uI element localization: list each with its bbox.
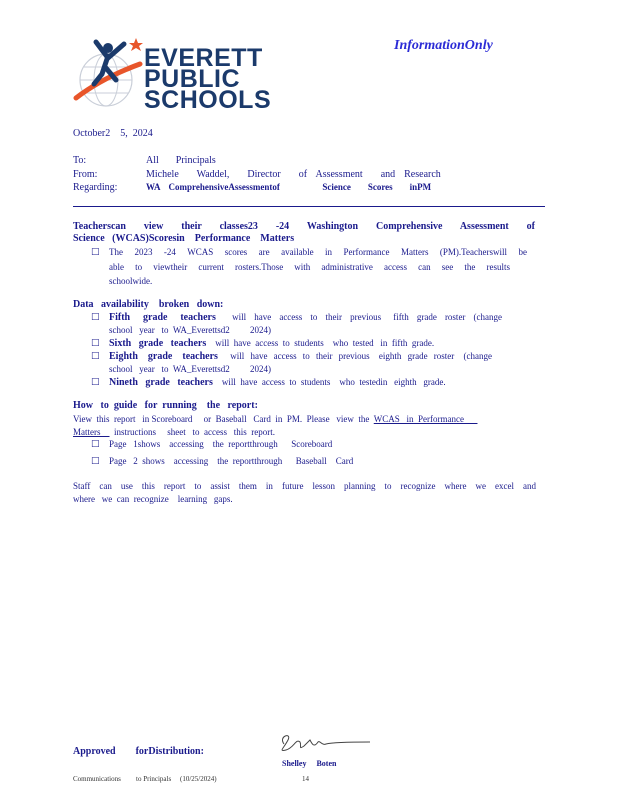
section3-bullet-1: Page 1shows accessing the reportthrough Scoreboard <box>109 439 333 449</box>
from-value: Michele Waddel, Director of Assessment and Research <box>146 169 441 180</box>
section2-heading: Data availability broken down: <box>73 299 224 310</box>
section2-item-3-line2: school year to WA_Everettsd2 2024) <box>109 364 272 374</box>
logo-emblem-icon <box>72 34 144 112</box>
item-3-rest: will have access to their previous eighth grade roster (change <box>230 351 492 361</box>
information-only-label: InformationOnly <box>394 38 493 53</box>
item-1-rest: will have access to their previous fifth grade roster (change <box>232 312 503 322</box>
bullet-icon: □ <box>91 456 100 466</box>
section3-line2-text: instructions sheet to access this report. <box>114 427 275 437</box>
section2-item-3 <box>109 351 492 362</box>
signature-icon <box>274 730 374 756</box>
section1-heading-line1: Teacherscan view their classes23 -24 Washington Comprehensive Assessment of <box>73 221 535 232</box>
section3-bullet-2: Page 2 shows accessing the reportthrough Baseball Card <box>109 456 354 466</box>
signer-name: Shelley Boten <box>282 759 337 768</box>
logo-line-1: EVERETT <box>144 44 263 72</box>
logo-line-2: PUBLIC <box>144 65 241 93</box>
item-2-rest: will have access to students who tested in fifth grade. <box>215 338 435 348</box>
closing-line1: Staff can use this report to assist them in future lesson planning to recognize where we excel and <box>73 481 536 491</box>
to-value: All Principals <box>146 155 216 166</box>
bullet-icon: □ <box>91 377 100 387</box>
bullet-icon: □ <box>91 338 100 348</box>
section3-line1-text: View this report in Scoreboard or Baseball Card in PM. Please view the <box>73 414 370 424</box>
item-2-bold: Sixth grade teachers <box>109 338 207 349</box>
section2-item-1-line2: school year to WA_Everettsd2 2024) <box>109 325 272 335</box>
section2-item-4 <box>109 377 446 388</box>
section1-bullet-line3: schoolwide. <box>109 276 153 286</box>
section1-bullet-line2: able to viewtheir current rosters.Those with administrative access can see the results <box>109 262 510 272</box>
memo-date: October2 5, 2024 <box>73 128 153 139</box>
section3-line2 <box>73 426 275 438</box>
bullet-icon: □ <box>91 439 100 449</box>
item-1-bold: Fifth grade teachers <box>109 312 216 323</box>
regarding-value: WA ComprehensiveAssessmentof Science Scores inPM <box>146 182 432 192</box>
from-label: From: <box>73 169 98 180</box>
section2-item-1 <box>109 312 502 323</box>
bullet-icon: □ <box>91 247 100 257</box>
footer-mid2: (10/25/2024) <box>180 775 217 783</box>
district-logo <box>72 34 272 114</box>
section1-heading-line2: Science (WCAS)Scoresin Performance Matters <box>73 233 295 244</box>
item-4-rest: will have access to students who testedin eighth grade. <box>221 377 446 387</box>
bullet-icon: □ <box>91 312 100 322</box>
footer-left: Communications <box>73 775 121 783</box>
approved-label: Approved forDistribution: <box>73 746 204 757</box>
section2-item-2 <box>109 338 434 349</box>
item-3-bold: Eighth grade teachers <box>109 351 218 362</box>
regarding-label: Regarding: <box>73 182 118 193</box>
wcas-instructions-link-cont[interactable]: Matters <box>73 427 101 437</box>
footer-page-number: 14 <box>302 775 309 783</box>
footer-mid1: to Principals <box>136 775 172 783</box>
to-label: To: <box>73 155 87 166</box>
item-4-bold: Nineth grade teachers <box>109 377 213 388</box>
logo-line-3: SCHOOLS <box>144 86 272 114</box>
section3-line1 <box>73 413 477 425</box>
memo-divider <box>73 206 545 207</box>
bullet-icon: □ <box>91 351 100 361</box>
section1-bullet-line1: The 2023 -24 WCAS scores are available in Performance Matters (PM).Teacherswill be <box>109 247 527 257</box>
wcas-instructions-link[interactable]: WCAS in Performance <box>373 414 464 424</box>
closing-line2: where we can recognize learning gaps. <box>73 494 233 504</box>
section3-heading: How to guide for running the report: <box>73 400 258 411</box>
